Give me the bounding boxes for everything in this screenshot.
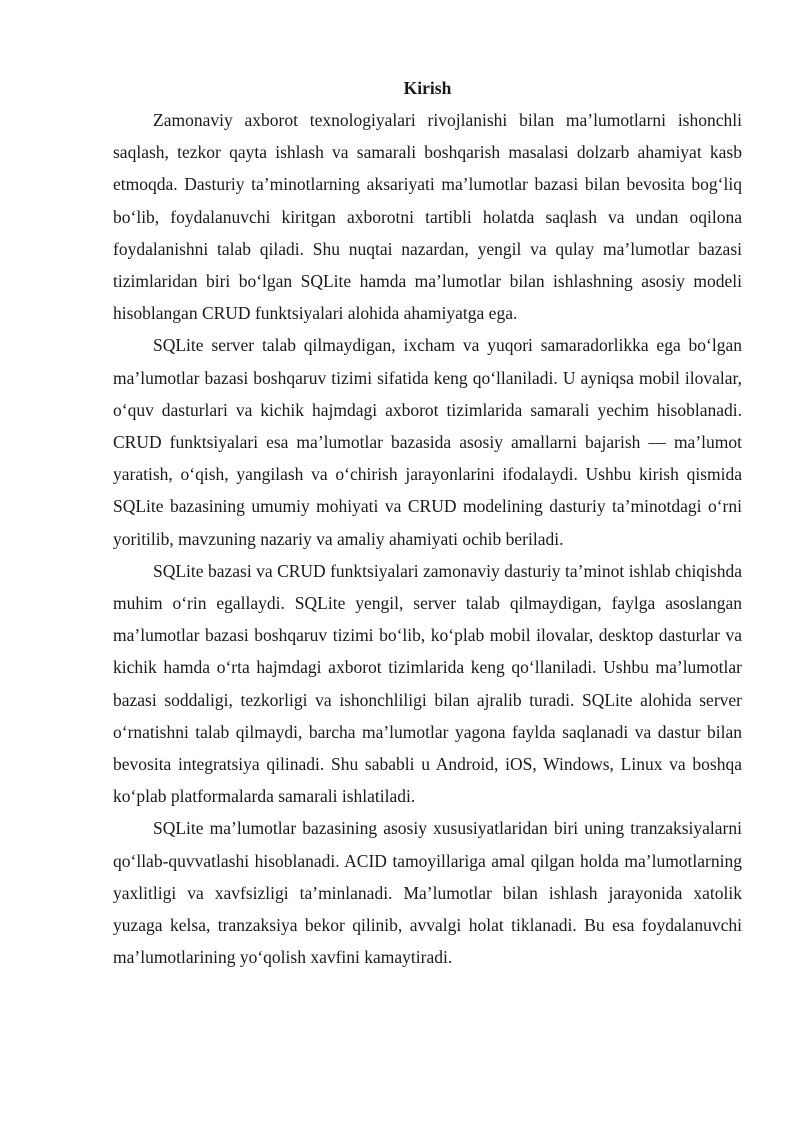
document-page (113, 72, 742, 973)
paragraph-3: SQLite bazasi va CRUD funktsiyalari zamonaviy dasturiy ta’minot ishlab chiqishda muhim o‘rin egallaydi. SQLite yengil, server talab qilmaydigan, faylga asoslangan ma’lumotlar bazasi boshqaruv tizimi bo‘lib, ko‘plab mobil ilovalar, desktop dasturlar va kichik hamda o‘rta hajmdagi axborot tizimlarida keng qo‘llaniladi. Ushbu ma’lumotlar bazasi soddaligi, tezkorligi va ishonchliligi bilan ajralib turadi. SQLite alohida server o‘rnatishni talab qilmaydi, barcha ma’lumotlar yagona faylda saqlanadi va dastur bilan bevosita integratsiya qilinadi. Shu sababli u Android, iOS, Windows, Linux va boshqa ko‘plab platformalarda samarali ishlatiladi. (113, 560, 742, 807)
paragraph-4: SQLite ma’lumotlar bazasining asosiy xususiyatlaridan biri uning tranzaksiyalarni qo‘llab-quvvatlashi hisoblanadi. ACID tamoyillariga amal qilgan holda ma’lumotlarning yaxlitligi va xavfsizligi ta’minlanadi. Ma’lumotlar bilan ishlash jarayonida xatolik yuzaga kelsa, tranzaksiya bekor qilinib, avvalgi holat tiklanadi. Bu esa foydalanuvchi ma’lumotlarining yo‘qolish xavfini kamaytiradi. (113, 818, 742, 968)
paragraph-2: SQLite server talab qilmaydigan, ixcham va yuqori samaradorlikka ega bo‘lgan ma’lumotlar bazasi boshqaruv tizimi sifatida keng qo‘llaniladi. U ayniqsa mobil ilovalar, o‘quv dasturlari va kichik hajmdagi axborot tizimlarida samarali yechim hisoblanadi. CRUD funktsiyalari esa ma’lumotlar bazasida asosiy amallarni bajarish — ma’lumot yaratish, o‘qish, yangilash va o‘chirish jarayonlarini ifodalaydi. Ushbu kirish qismida SQLite bazasining umumiy mohiyati va CRUD modelining dasturiy ta’minotdagi o‘rni yoritilib, mavzuning nazariy va amaliy ahamiyati ochib beriladi. (113, 335, 742, 549)
section-title: Kirish (403, 78, 452, 98)
paragraph-1: Zamonaviy axborot texnologiyalari rivojlanishi bilan ma’lumotlarni ishonchli saqlash, tezkor qayta ishlash va samarali boshqarish masalasi dolzarb ahamiyat kasb etmoqda. Dasturiy ta’minotlarning aksariyati ma’lumotlar bazasi bilan bevosita bog‘liq bo‘lib, foydalanuvchi kiritgan axborotni tartibli holatda saqlash va undan oqilona foydalanishni talab qiladi. Shu nuqtai nazardan, yengil va qulay ma’lumotlar bazasi tizimlaridan biri bo‘lgan SQLite hamda ma’lumotlar bilan ishlashning asosiy modeli hisoblangan CRUD funktsiyalari alohida ahamiyatga ega. (113, 110, 742, 324)
